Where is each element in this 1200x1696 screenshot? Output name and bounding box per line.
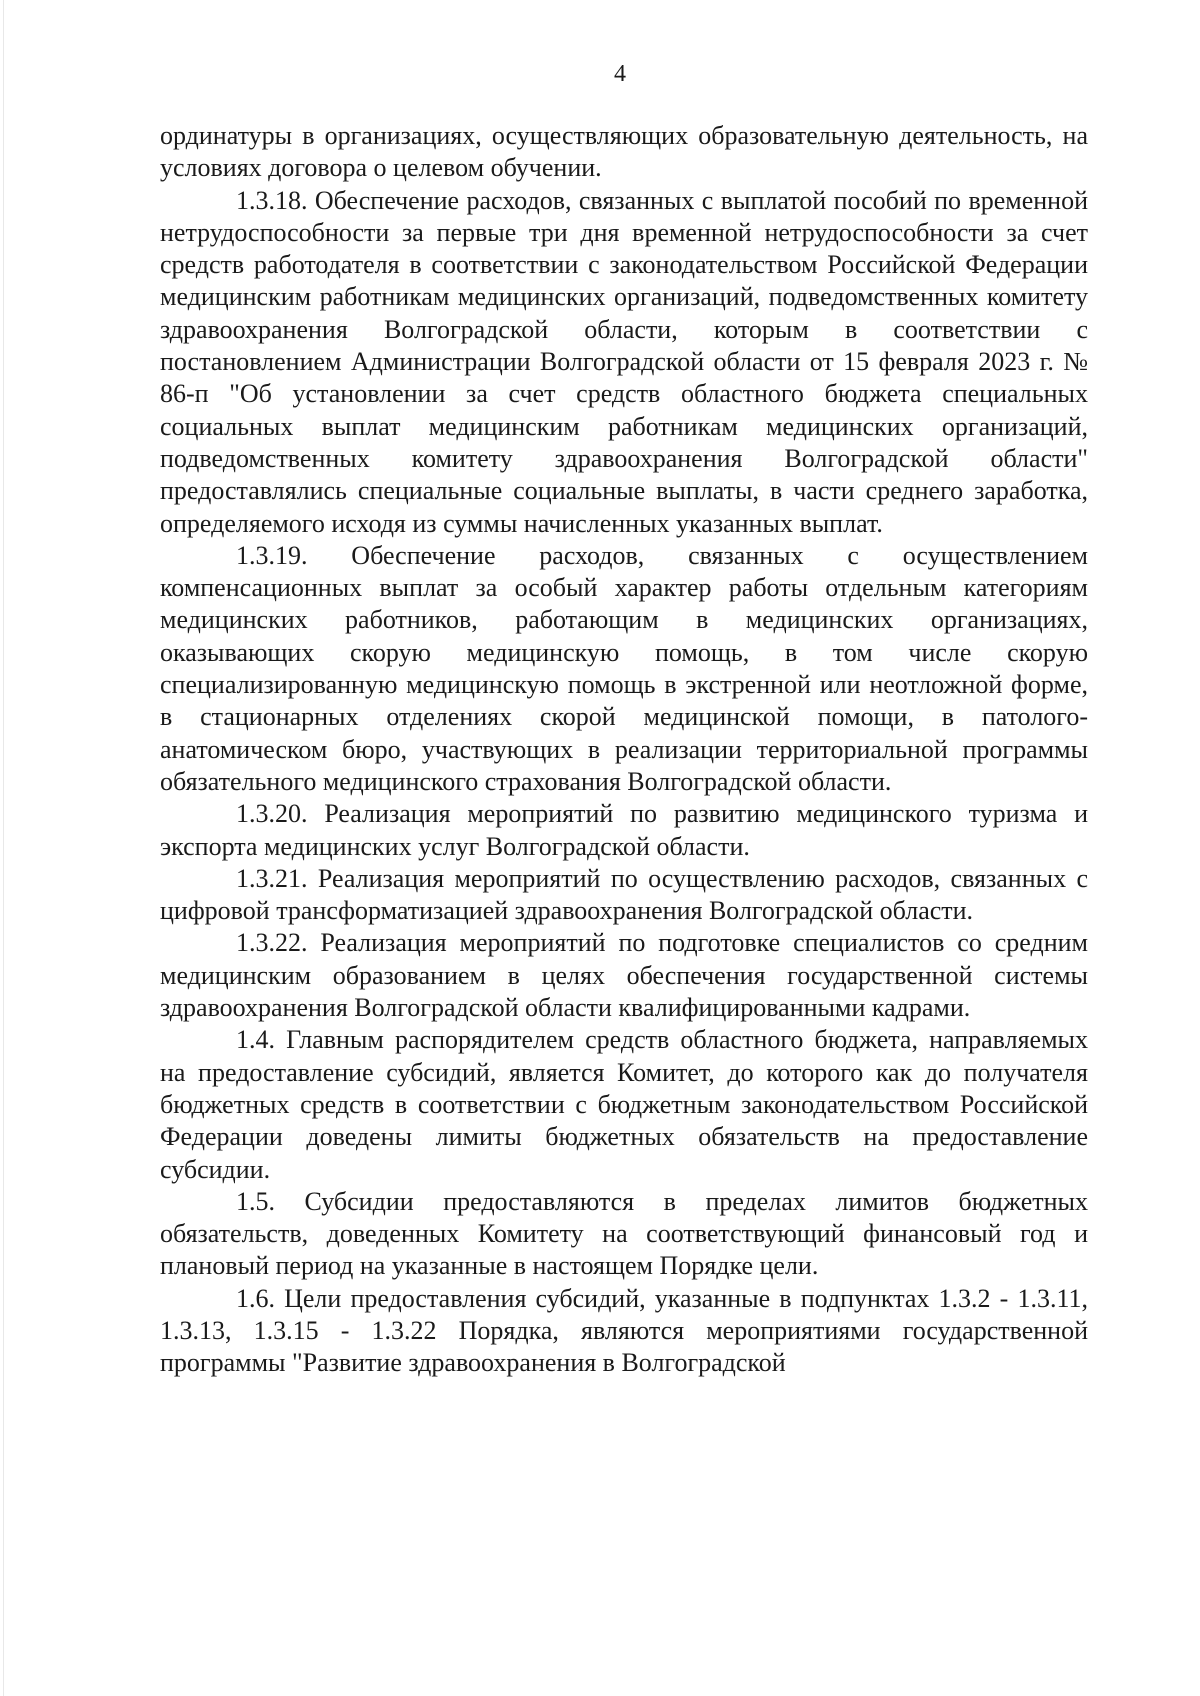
paragraph-1-6: 1.6. Цели предоставления субсидий, указанные в подпунктах 1.3.2 - 1.3.11, 1.3.13, 1.3.15 - 1.3.22 Порядка, являются мероприятиями государственной программы "Развитие здравоохранения в Волгоградской xyxy=(160,1283,1088,1378)
paragraph-1-3-21: 1.3.21. Реализация мероприятий по осуществлению расходов, связанных с цифровой трансформатизацией здравоохранения Волгоградской области. xyxy=(160,863,1088,926)
paragraph-1-3-22: 1.3.22. Реализация мероприятий по подготовке специалистов со средним медицинским образованием в целях обеспечения государственной системы здравоохранения Волгоградской области квалифицированными кадрами. xyxy=(160,928,1088,1023)
paragraph-1-4: 1.4. Главным распорядителем средств областного бюджета, направляемых на предоставление субсидий, является Комитет, до которого как до получателя бюджетных средств в соответствии с бюджетным законодательством Российской Федерации доведены лимиты бюджетных обязательств на предоставление субсидии. xyxy=(160,1025,1088,1184)
paragraph-1-5: 1.5. Субсидии предоставляются в пределах лимитов бюджетных обязательств, доведенных Комитету на соответствующий финансовый год и плановый период на указанные в настоящем Порядке цели. xyxy=(160,1186,1088,1281)
paragraph-1-3-20: 1.3.20. Реализация мероприятий по развитию медицинского туризма и экспорта медицинских услуг Волгоградской области. xyxy=(160,799,1088,861)
paragraph-continuation: ординатуры в организациях, осуществляющих образовательную деятельность, на условиях договора о целевом обучении. xyxy=(160,121,1088,183)
scan-edge-left xyxy=(3,0,4,1696)
paragraph-1-3-18: 1.3.18. Обеспечение расходов, связанных с выплатой пособий по временной нетрудоспособности за первые три дня временной нетрудоспособности за счет средств работодателя в соответствии с законодательством Российской Федерации медицинским работникам медицинских организаций, подведомственных комитету здравоохранения Волгоградской области, которым в соответствии с постановлением Администрации Волгоградской области от 15 февраля 2023 г. № 86-п "Об установлении за счет средств областного бюджета специальных социальных выплат медицинским работникам медицинских организаций, подведомственных комитету здравоохранения Волгоградской области" предоставлялись специальные социальные выплаты, в части среднего заработка, определяемого исходя из суммы начисленных указанных выплат. xyxy=(160,185,1088,538)
page-number: 4 xyxy=(614,61,626,87)
paragraph-1-3-19: 1.3.19. Обеспечение расходов, связанных с осуществлением компенсационных выплат за особый характер работы отдельным категориям медицинских работников, работающим в медицинских организациях, оказывающих скорую медицинскую помощь, в том числе скорую специализированную медицинскую помощь в экстренной или неотложной форме, в стационарных отделениях скорой медицинской помощи, в патолого-анатомическом бюро, участвующих в реализации территориальной программы обязательного медицинского страхования Волгоградской области. xyxy=(160,540,1088,796)
document-body xyxy=(160,120,1088,1380)
